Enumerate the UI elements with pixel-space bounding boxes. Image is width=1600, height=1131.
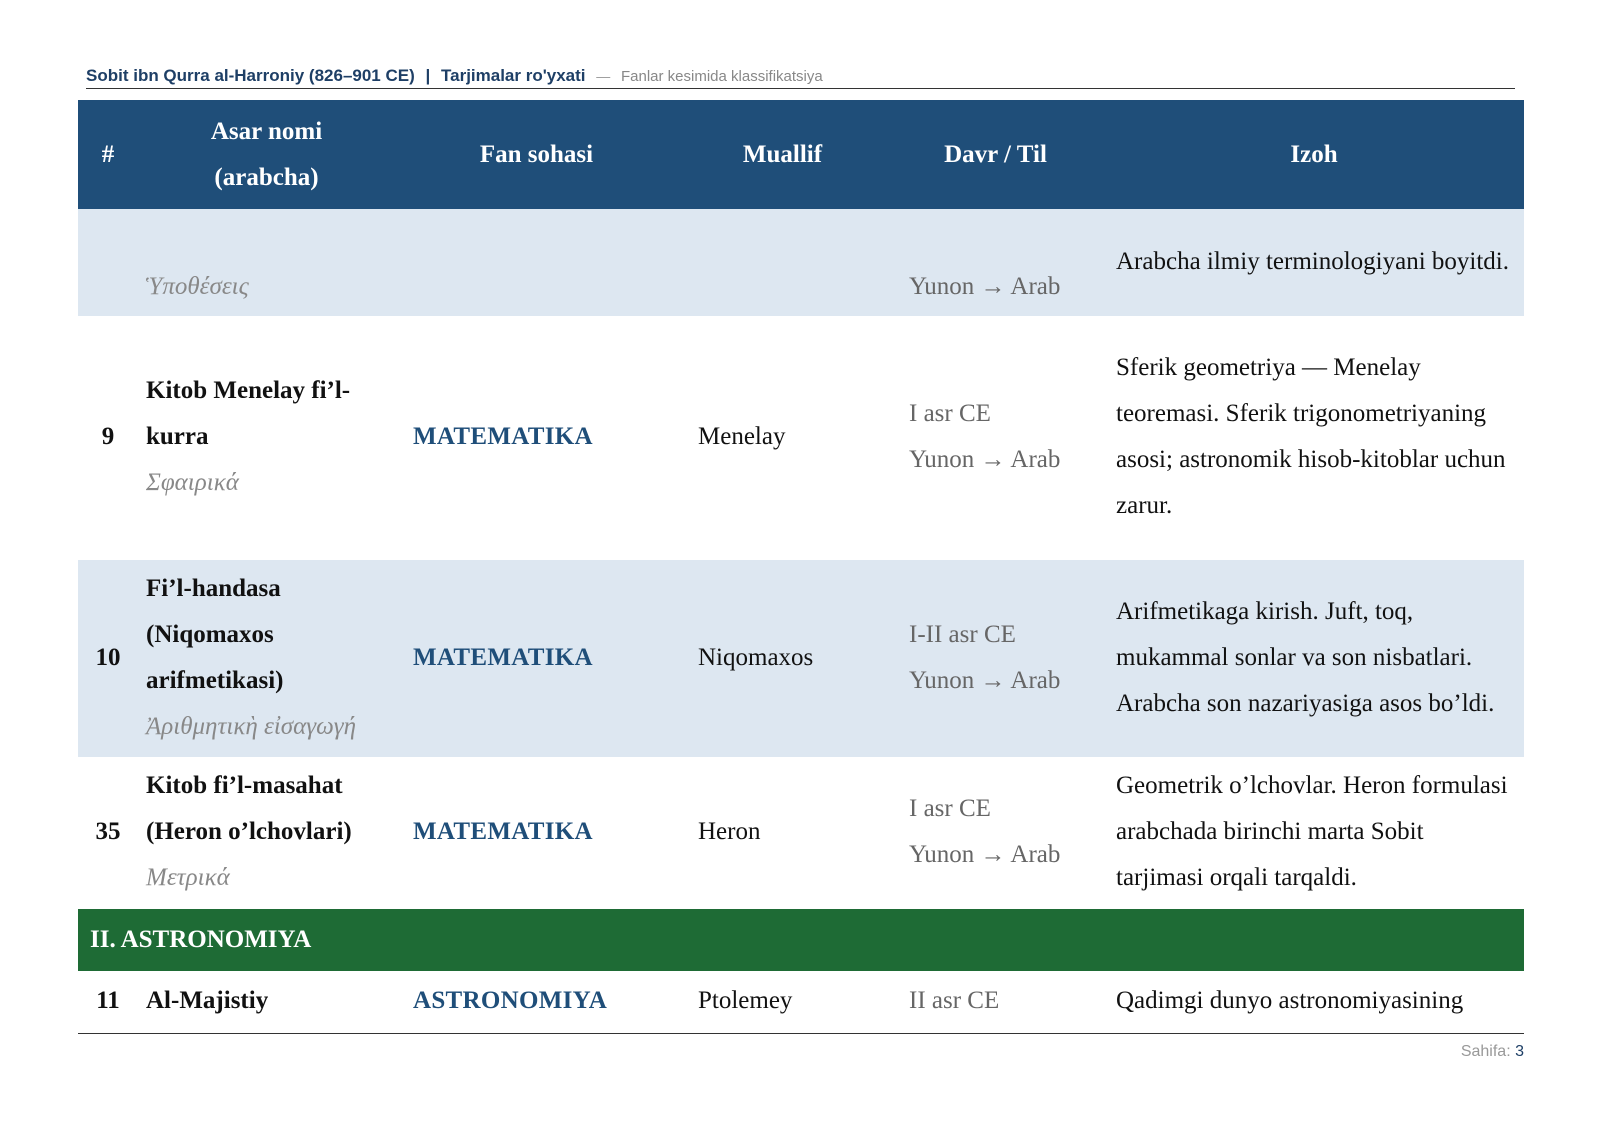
row-title xyxy=(138,209,395,316)
row-field: MATEMATIKA xyxy=(395,560,678,757)
table-row xyxy=(78,560,1524,757)
row-author: Menelay xyxy=(678,316,887,560)
row-number xyxy=(78,209,138,316)
header-divider: | xyxy=(425,66,431,85)
col-header-author: Muallif xyxy=(678,100,887,209)
header-subtitle: Fanlar kesimida klassifikatsiya xyxy=(621,68,823,85)
work-title: Fi’l-handasa (Niqomaxos arifmetikasi) xyxy=(146,574,284,694)
row-field: MATEMATIKA xyxy=(395,757,678,909)
row-author: Heron xyxy=(678,757,887,909)
row-title xyxy=(138,971,395,1033)
row-note: Geometrik o’lchovlar. Heron formulasi arabchada birinchi marta Sobit tarjimasi orqali tarqaldi. xyxy=(1104,757,1524,909)
header-dash: — xyxy=(596,68,611,84)
era-language: Yunon → Arab xyxy=(909,841,1061,868)
table-header-row xyxy=(78,100,1524,209)
row-title xyxy=(138,316,395,560)
section-label: II. ASTRONOMIYA xyxy=(78,909,1524,971)
table-row xyxy=(78,209,1524,316)
col-header-note: Izoh xyxy=(1104,100,1524,209)
row-era xyxy=(887,757,1104,909)
greek-title: Μετρικά xyxy=(146,864,230,891)
section-title: Tarjimalar ro'yxati xyxy=(441,66,586,85)
page-footer xyxy=(1461,1043,1524,1061)
col-header-title: Asar nomi (arabcha) xyxy=(138,100,395,209)
row-title xyxy=(138,560,395,757)
page-number: 3 xyxy=(1515,1043,1524,1060)
col-header-era: Davr / Til xyxy=(887,100,1104,209)
greek-title: Ὑποθέσεις xyxy=(146,273,249,300)
era-language: Yunon → Arab xyxy=(909,273,1061,300)
era-language: Yunon → Arab xyxy=(909,666,1061,694)
row-note: Arifmetikaga kirish. Juft, toq, mukammal sonlar va son nisbatlari. Arabcha son nazariyasiga asos bo’ldi. xyxy=(1104,560,1524,757)
era-language: Yunon → Arab xyxy=(909,446,1061,473)
row-field xyxy=(395,209,678,316)
row-author: Ptolemey xyxy=(678,971,887,1033)
running-header xyxy=(86,66,1515,89)
row-author xyxy=(678,209,887,316)
row-author: Niqomaxos xyxy=(678,560,887,757)
row-era: II asr CE xyxy=(887,971,1104,1033)
row-field: MATEMATIKA xyxy=(395,316,678,560)
row-number: 9 xyxy=(78,316,138,560)
work-title: Kitob fi’l-masahat (Heron o’lchovlari) xyxy=(146,772,352,845)
row-era xyxy=(887,560,1104,757)
work-title: Kitob Menelay fi’l-kurra xyxy=(146,377,351,450)
era-period: I asr CE xyxy=(909,795,991,822)
row-era xyxy=(887,209,1104,316)
page-label: Sahifa: xyxy=(1460,1043,1511,1060)
era-period: I asr CE xyxy=(909,400,991,427)
section-row-astronomy xyxy=(78,909,1524,971)
era-period: I-II asr CE xyxy=(909,620,1016,648)
row-note: Arabcha ilmiy terminologiyani boyitdi. xyxy=(1104,209,1524,316)
row-field: ASTRONOMIYA xyxy=(395,971,678,1033)
row-note: Qadimgi dunyo astronomiyasining xyxy=(1104,971,1524,1033)
row-number: 10 xyxy=(78,560,138,757)
row-note: Sferik geometriya — Menelay teoremasi. Sferik trigonometriyaning asosi; astronomik hisob-kitoblar uchun zarur. xyxy=(1104,316,1524,560)
col-header-field: Fan sohasi xyxy=(395,100,678,209)
row-title xyxy=(138,757,395,909)
row-era xyxy=(887,316,1104,560)
table-row xyxy=(78,757,1524,909)
row-number: 11 xyxy=(78,971,138,1033)
table-row xyxy=(78,971,1524,1033)
translations-table xyxy=(78,100,1524,1034)
row-number: 35 xyxy=(78,757,138,909)
greek-title: Σφαιρικά xyxy=(146,469,239,496)
greek-title: Ἀριθμητικὴ εἰσαγωγή xyxy=(146,712,356,740)
table-row xyxy=(78,316,1524,560)
work-title: Al-Majistiy xyxy=(146,986,269,1014)
book-title: Sobit ibn Qurra al-Harroniy (826–901 CE) xyxy=(86,66,415,85)
col-header-number: # xyxy=(78,100,138,209)
